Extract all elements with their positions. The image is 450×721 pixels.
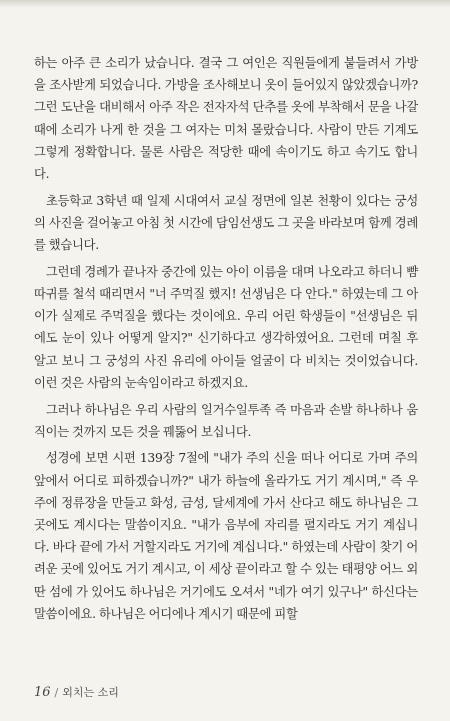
page-footer	[34, 684, 119, 700]
paragraph-1: 하는 아주 큰 소리가 났습니다. 결국 그 여인은 직원들에게 붙들려서 가방을 조사받게 되었습니다. 가방을 조사해보니 옷이 들어있지 않았겠습니까? 그런 도난을 대비해서 아주 작은 전자자석 단추를 옷에 부착해서 문을 나갈 때에 소리가 나게 한 것을 그 여자는 미처 몰랐습니다. 사람이 만든 기계도 그렇게 정확합니다. 물론 사람은 적당한 때에 속이기도 하고 속기도 합니다.	[34, 56, 418, 182]
footer-separator: /	[54, 686, 59, 699]
book-title: 외치는 소리	[62, 686, 119, 699]
paragraph-5: 성경에 보면 시편 139장 7절에 "내가 주의 신을 떠나 어디로 가며 주의 앞에서 어디로 피하겠습니까?" 내가 하늘에 올라가도 거기 계시며," 즉 우주에 정류장을 만들고 화성, 금성, 달세계에 가서 산다고 해도 하나님은 그곳에도 계시다는 말씀이지요. "내가 음부에 자리를 펼지라도 거기 계십니다. 바다 끝에 가서 거할지라도 거기에 계십니다." 하였는데 사람이 찾기 어려운 곳에 있어도 거기 계시고, 이 세상 끝이라고 할 수 있는 태평양 어느 외딴 섬에 가 있어도 하나님은 거기에도 오셔서 "네가 여기 있구나" 하신다는 말씀이에요. 하나님은 어디에나 계시기 때문에 피할	[34, 451, 418, 621]
page-number: 16	[34, 685, 51, 700]
paragraph-3: 그런데 경례가 끝나자 중간에 있는 아이 이름을 대며 나오라고 하더니 뺨따귀를 철석 때리면서 "너 주먹질 했지! 선생님은 다 안다." 하였는데 그 아이가 실제로 주먹질을 했다는 것이에요. 우리 어린 학생들이 "선생님은 뒤에도 눈이 있나 어떻게 알지?" 신기하다고 생각하였어요. 그런데 며칠 후 알고 보니 그 궁성의 사진 유리에 아이들 얼굴이 다 비치는 것이었습니다.이런 것은 사람의 눈속임이라고 하겠지요.	[34, 264, 418, 390]
page-top-edge	[0, 0, 450, 8]
paragraph-2: 초등학교 3학년 때 일제 시대여서 교실 정면에 일본 천황이 있다는 궁성의 사진을 걸어놓고 아침 첫 시간에 담임선생도 그 곳을 바라보며 함께 경례를 했습니다.	[34, 193, 418, 253]
page-body	[34, 52, 418, 630]
paragraph-4: 그러나 하나님은 우리 사람의 일거수일투족 즉 마음과 손발 하나하나 움직이는 것까지 모든 것을 꿰뚫어 보십니다.	[34, 402, 418, 439]
